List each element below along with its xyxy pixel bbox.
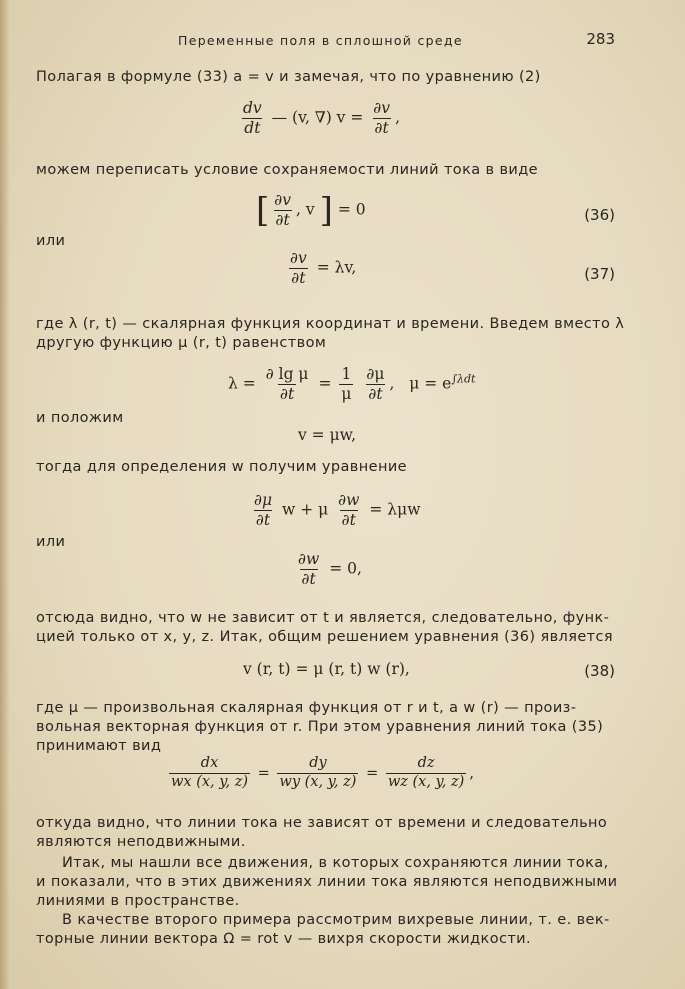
equation-w: $\frac{\partial\mu}{\partial t}$ w + μ $\frac{\partial w}{\partial t}$ = λμw [254, 491, 421, 530]
equation-37: $\frac{\partial v}{\partial t}$ = λv, [290, 249, 357, 288]
text-line: вольная векторная функция от r. При этом уравнения линий тока (35) [36, 719, 604, 735]
text-line: В качестве второго примера рассмотрим вихревые линии, т. е. век- [62, 912, 610, 928]
text-line: тогда для определения w получим уравнение [36, 459, 407, 475]
equation-lambda: λ = $\frac{\text{∂ lg μ}}{\partial t}$ = $\frac{1}{\mu}$ $\frac{\partial\mu}{\partial t}$ , $\mu = e^{\int\lambda dt}$ [228, 365, 476, 404]
equation-number-37: (37) [584, 265, 615, 283]
equation-number-36: (36) [584, 206, 615, 224]
running-header: Переменные поля в сплошной среде [178, 33, 463, 48]
text-line: и показали, что в этих движениях линии тока являются неподвижными [36, 874, 618, 890]
equation-1: $\frac{dv}{dt}$ — (v, ∇) v = $\frac{\partial v}{\partial t}$ , [243, 99, 400, 138]
equation-36: [ $\frac{\partial v}{\partial t}$ , v ] = 0 [256, 190, 366, 231]
equation-number-38: (38) [584, 662, 615, 680]
text-line: принимают вид [36, 738, 162, 754]
text-line: откуда видно, что линии тока не зависят от времени и следовательно [36, 815, 608, 831]
text-line: и положим [36, 410, 124, 426]
page-number: 283 [586, 30, 615, 48]
text-line: Итак, мы нашли все движения, в которых сохраняются линии тока, [62, 855, 609, 871]
text-line: где μ — произвольная скалярная функция от r и t, а w (r) — произ- [36, 700, 577, 716]
text-line: где λ (r, t) — скалярная функция координат и времени. Введем вместо λ [36, 316, 625, 332]
text-line: или [36, 534, 66, 550]
text-line: отсюда видно, что w не зависит от t и является, следовательно, функ- [36, 610, 610, 626]
equation-38: v (r, t) = μ (r, t) w (r), [243, 660, 410, 678]
text-line: или [36, 233, 66, 249]
text-line: являются неподвижными. [36, 834, 246, 850]
text-line: линиями в пространстве. [36, 893, 240, 909]
equation-v: v = μw, [298, 426, 357, 444]
equation-dw: $\frac{\partial w}{\partial t}$ = 0, [298, 550, 362, 589]
page-spine-shadow [0, 0, 10, 989]
text-line: другую функцию μ (r, t) равенством [36, 335, 327, 351]
equation-stream-lines: $\frac{dx}{wx (x, y, z)}$ = $\frac{dy}{wy (x, y, z)}$ = $\frac{dz}{wz (x, y, z)}$ , [171, 755, 474, 790]
text-line: Полагая в формуле (33) a = v и замечая, что по уравнению (2) [36, 69, 541, 85]
text-line: можем переписать условие сохраняемости линий тока в виде [36, 162, 538, 178]
text-line: цией только от x, y, z. Итак, общим решением уравнения (36) является [36, 629, 614, 645]
text-line: торные линии вектора Ω = rot v — вихря скорости жидкости. [36, 931, 532, 947]
